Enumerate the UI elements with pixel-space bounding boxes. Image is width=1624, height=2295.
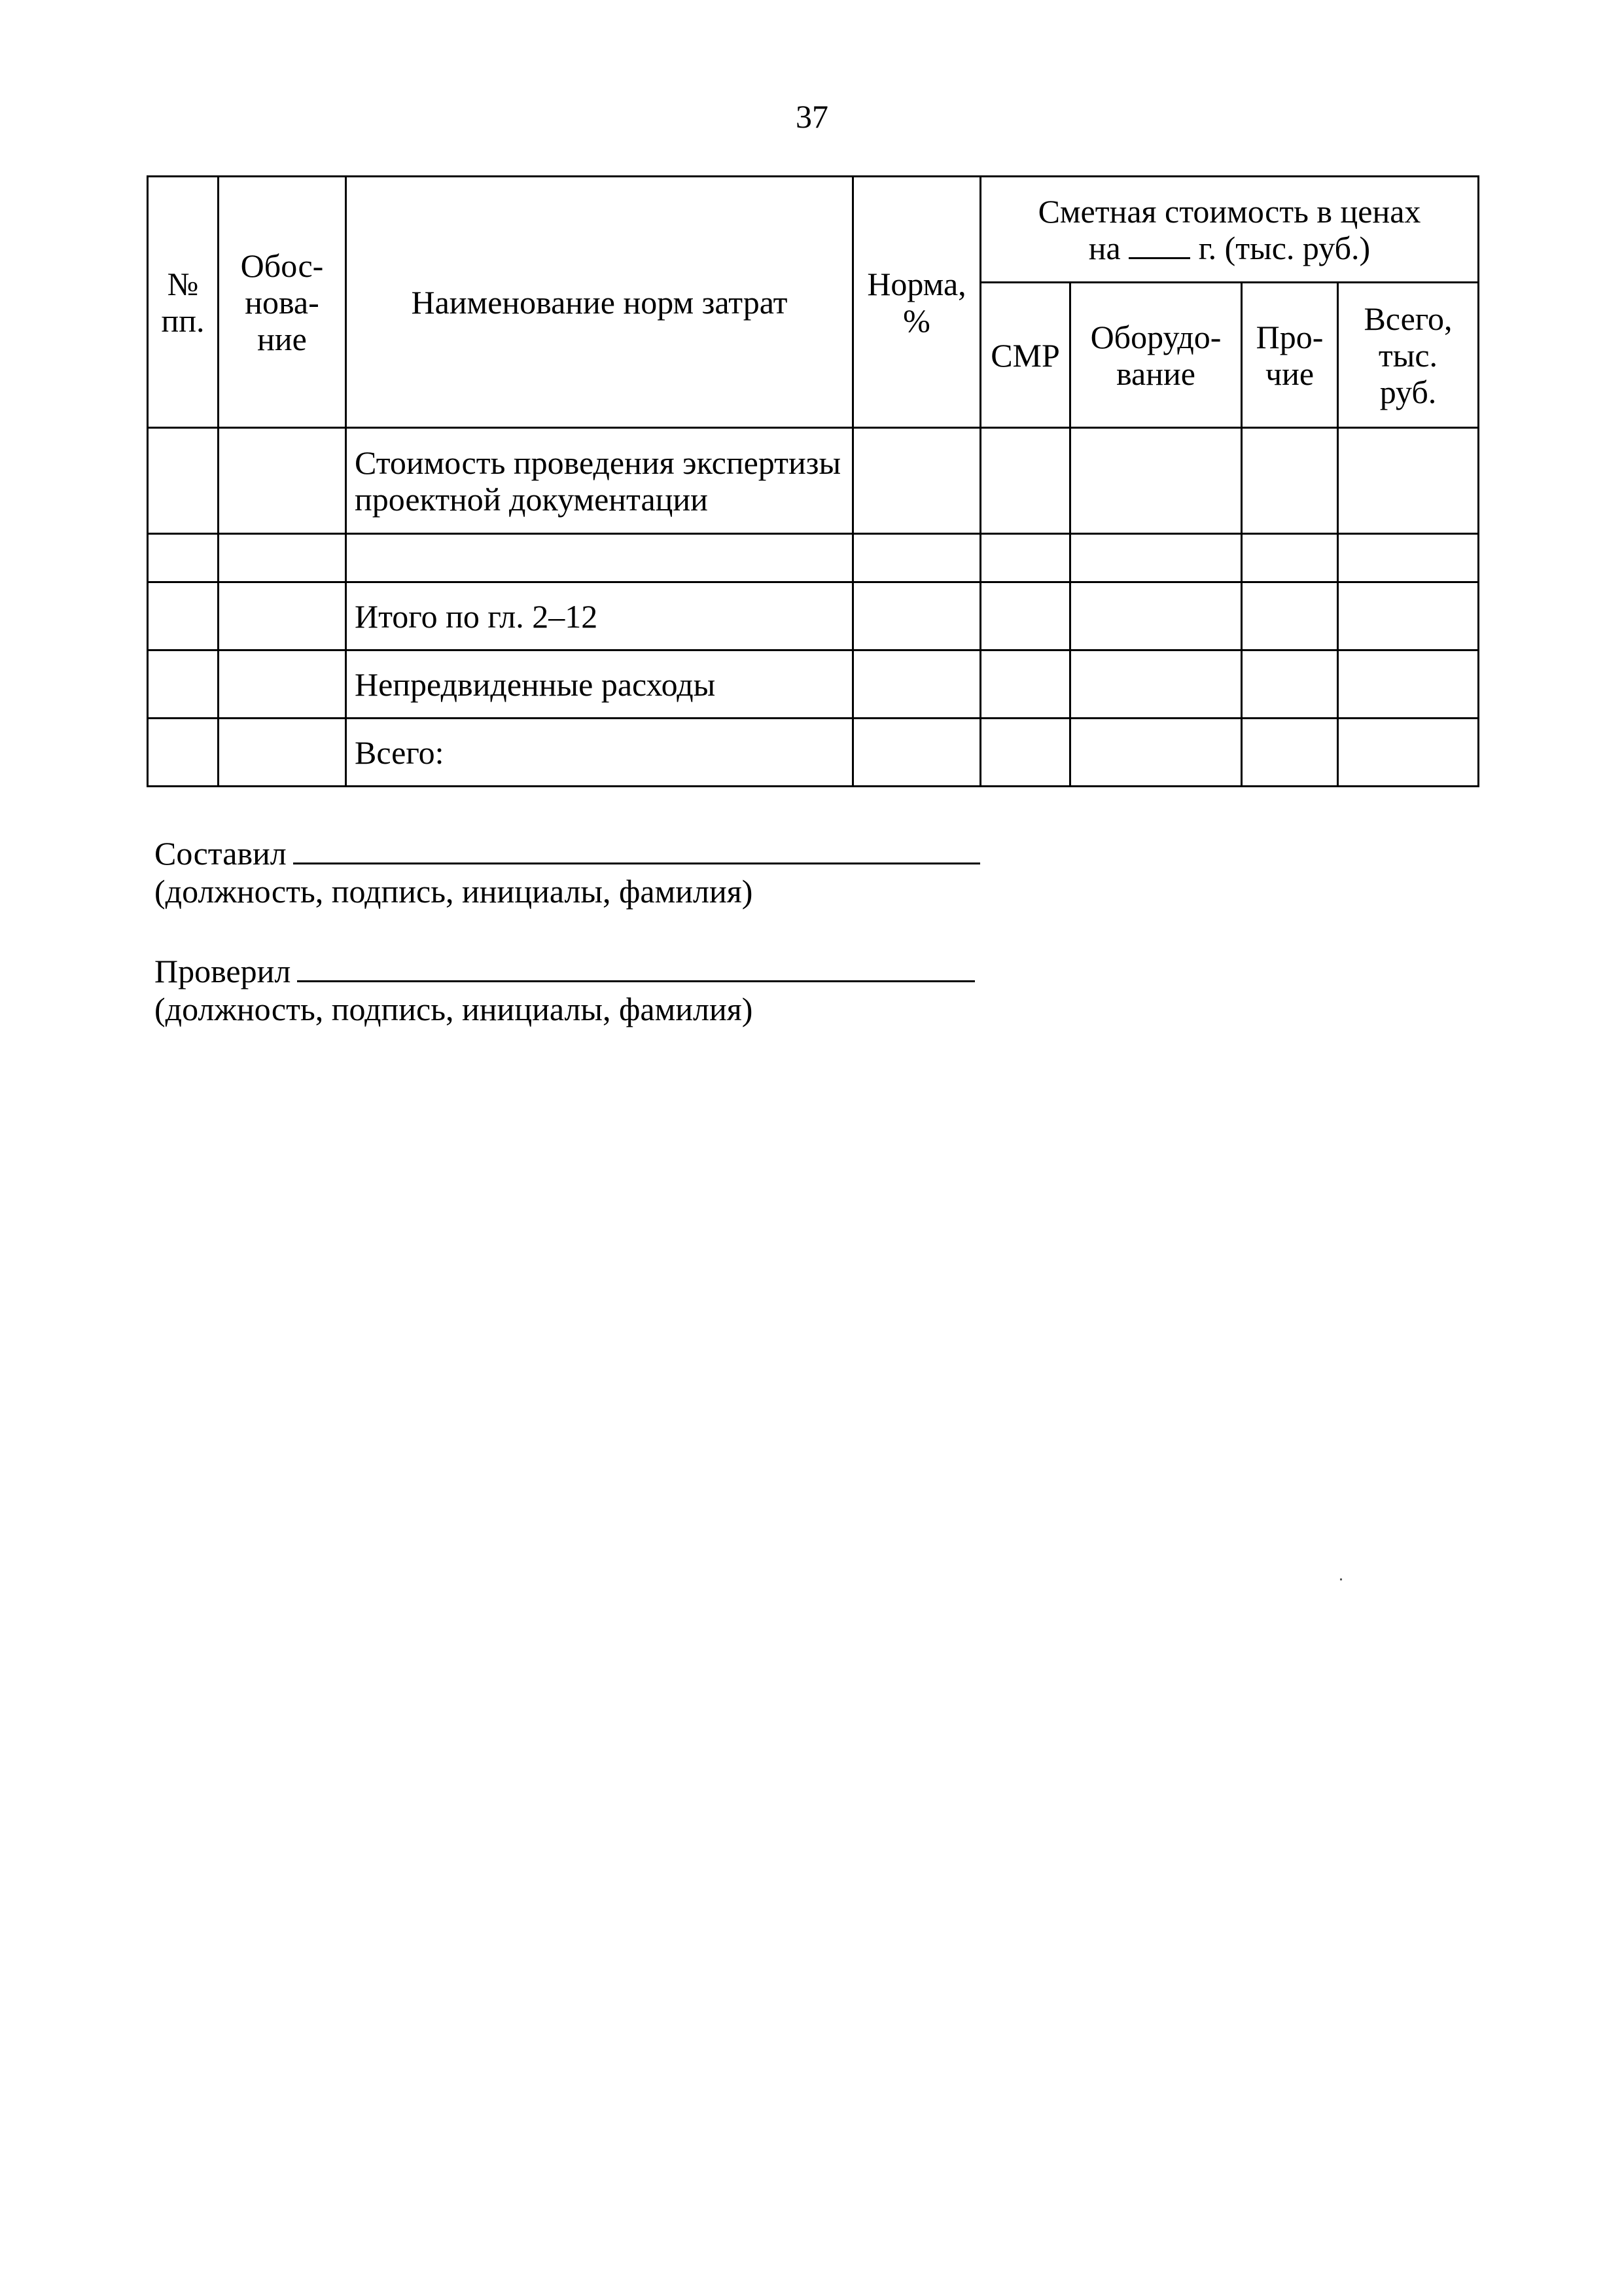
header-total (1338, 283, 1479, 428)
header-norm (853, 177, 981, 428)
cell-other (1242, 428, 1338, 534)
table-row (148, 582, 1479, 650)
cell-total (1338, 650, 1479, 719)
cell-equipment (1070, 534, 1242, 582)
compiled-line (154, 831, 980, 872)
header-norm-line-2: % (903, 302, 930, 339)
cell-equipment (1070, 428, 1242, 534)
cell-num (148, 582, 219, 650)
table-row (148, 719, 1479, 787)
checked-caption: (должность, подпись, инициалы, фамилия) (154, 991, 753, 1027)
cell-equipment (1070, 650, 1242, 719)
header-basis-line-3: ние (257, 320, 307, 357)
cell-num (148, 719, 219, 787)
cell-basis (219, 650, 346, 719)
cell-basis (219, 582, 346, 650)
cell-num (148, 428, 219, 534)
header-basis-line-2: нова- (245, 283, 319, 321)
cell-num (148, 650, 219, 719)
header-row (148, 177, 1479, 283)
header-other-line-1: Про- (1256, 318, 1324, 355)
header-cost-line-1: Сметная стоимость в ценах (1038, 192, 1421, 230)
cell-name: Всего: (346, 719, 853, 787)
cell-total (1338, 534, 1479, 582)
header-basis-line-1: Обос- (240, 247, 324, 284)
estimate-table (147, 175, 1479, 787)
scan-speck (1340, 1578, 1342, 1580)
header-equipment-line-2: вание (1116, 355, 1195, 392)
compiled-signature-block (154, 831, 980, 910)
cell-name (346, 428, 853, 534)
cell-name: Непредвиденные расходы (346, 650, 853, 719)
page-number: 37 (796, 98, 828, 135)
header-smr: СМР (981, 283, 1070, 428)
header-equipment-line-1: Оборудо- (1090, 318, 1222, 355)
cell-norm (853, 582, 981, 650)
header-basis (219, 177, 346, 428)
checked-signature-field[interactable] (297, 949, 975, 982)
checked-line (154, 949, 975, 990)
table-row (148, 428, 1479, 534)
header-other (1242, 283, 1338, 428)
cell-other (1242, 582, 1338, 650)
header-equipment (1070, 283, 1242, 428)
cell-basis (219, 719, 346, 787)
compiled-caption: (должность, подпись, инициалы, фамилия) (154, 873, 753, 910)
cell-other (1242, 650, 1338, 719)
cell-smr (981, 582, 1070, 650)
header-name: Наименование норм затрат (346, 177, 853, 428)
cell-total (1338, 582, 1479, 650)
table-row (148, 650, 1479, 719)
cell-smr (981, 428, 1070, 534)
header-cost-line-2 (981, 230, 1477, 266)
cell-equipment (1070, 719, 1242, 787)
compiled-signature-field[interactable] (293, 831, 980, 864)
header-total-line-1: Всего, (1364, 300, 1453, 337)
header-num-line-2: пп. (161, 302, 205, 339)
cell-equipment (1070, 582, 1242, 650)
cell-total (1338, 719, 1479, 787)
cell-name (346, 534, 853, 582)
cell-norm (853, 650, 981, 719)
checked-label: Проверил (154, 953, 291, 989)
cell-name-line-1: Стоимость проведения экспертизы (355, 444, 841, 481)
cell-smr (981, 650, 1070, 719)
cell-name-line-2: проектной документации (355, 480, 708, 518)
header-total-line-3: руб. (1379, 373, 1437, 410)
cell-norm (853, 534, 981, 582)
header-num-line-1: № (167, 265, 199, 302)
header-cost-prefix: на (1088, 229, 1121, 266)
year-blank (1129, 230, 1190, 259)
header-cost-suffix: г. (тыс. руб.) (1198, 229, 1371, 266)
cell-total (1338, 428, 1479, 534)
cell-other (1242, 534, 1338, 582)
cell-other (1242, 719, 1338, 787)
cell-smr (981, 534, 1070, 582)
header-cost-group (981, 177, 1479, 283)
compiled-label: Составил (154, 835, 287, 872)
header-norm-line-1: Норма, (867, 265, 966, 302)
header-total-line-2: тыс. (1378, 336, 1438, 374)
cell-norm (853, 719, 981, 787)
cell-basis (219, 428, 346, 534)
cell-norm (853, 428, 981, 534)
table-row (148, 534, 1479, 582)
cell-name: Итого по гл. 2–12 (346, 582, 853, 650)
cell-smr (981, 719, 1070, 787)
header-num (148, 177, 219, 428)
cell-basis (219, 534, 346, 582)
checked-signature-block (154, 949, 975, 1028)
header-other-line-2: чие (1265, 355, 1315, 392)
cell-num (148, 534, 219, 582)
